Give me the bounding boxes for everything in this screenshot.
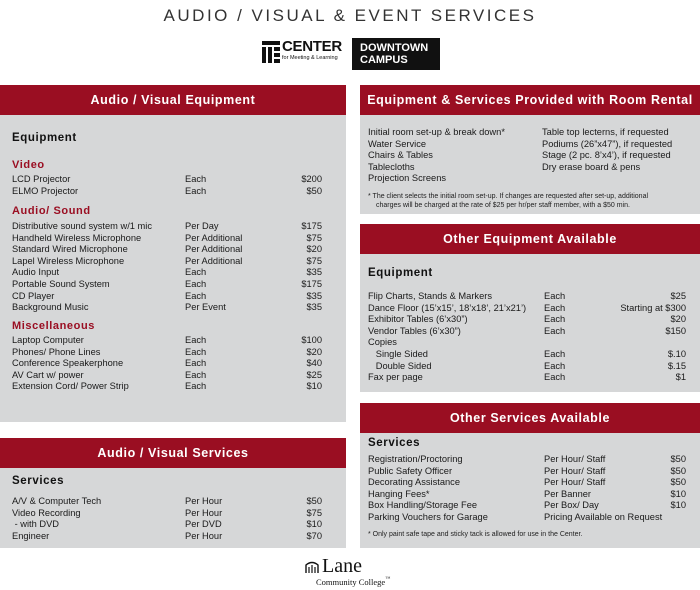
av-equipment-section-title: Equipment [12,132,77,144]
other-services-note: * Only paint safe tape and sticky tack is allowed for use in the Center. [368,531,583,538]
row-price: $70 [306,530,322,541]
row-unit: Per Hour/ Staff [544,465,606,476]
row-unit: Each [544,325,566,336]
row-item: Parking Vouchers for Garage [368,512,488,522]
row-unit: Each [185,369,207,380]
row-item: Copies [368,337,397,348]
table-row [368,453,686,465]
table-row [368,348,686,360]
audio-category: Audio/ Sound [12,205,91,217]
row-item: Fax per page [368,372,423,383]
downtown-logo-line1: DOWNTOWN [360,42,429,54]
row-price: $35 [306,302,322,313]
table-row [368,290,686,302]
row-price: $75 [306,232,322,243]
row-item: Vendor Tables (6’x30”) [368,325,461,336]
table-row [12,530,322,542]
video-category: Video [12,159,45,171]
row-item: Video Recording [12,507,81,518]
row-item: Registration/Proctoring [368,454,463,464]
row-price: $20 [670,314,686,325]
row-item: Handheld Wireless Microphone [12,232,142,243]
row-unit: Per Box/ Day [544,500,599,511]
row-unit: Per Additional [185,255,243,266]
table-row [368,360,686,372]
room-rental-note-line1: * The client selects the initial room set-up. If changes are requested after set-up, additional [368,193,649,200]
room-rental-header: Equipment & Services Provided with Room Rental [360,85,700,115]
list-item: Podiums (26”x47”), if requested [542,138,673,149]
table-row [12,290,322,302]
other-equipment-panel [360,224,700,392]
row-item: Decorating Assistance [368,477,460,488]
row-item: AV Cart w/ power [12,369,84,380]
table-row [12,518,322,530]
other-equipment-section-title: Equipment [368,267,433,279]
row-price: $50 [670,465,686,476]
av-equipment-panel [0,85,346,422]
av-services-panel [0,438,346,548]
row-price: $25 [306,369,322,380]
downtown-campus-logo [352,38,440,70]
row-item: Lapel Wireless Microphone [12,255,125,266]
room-rental-note-line2: charges will be charged at the rate of $25 per hr/per staff member, with a $50 min. [376,202,630,209]
table-row [12,380,322,392]
row-price: $10 [670,500,686,511]
row-item: CD Player [12,290,55,301]
table-row [368,465,686,477]
row-item: Double Sided [368,360,432,371]
table-row [368,325,686,337]
table-row [12,243,322,255]
table-row [12,173,322,185]
row-price: $.15 [667,360,686,371]
lane-logo-mark-icon [304,559,320,575]
row-unit: Each [185,185,207,196]
row-unit: Per Additional [185,232,243,243]
table-row [12,278,322,290]
other-services-panel [360,403,700,548]
row-item: Phones/ Phone Lines [12,346,101,357]
row-item: Standard Wired Microphone [12,244,128,255]
table-row [368,371,686,383]
table-row [12,495,322,507]
row-unit: Per Hour/ Staff [544,477,606,488]
row-unit: Each [544,291,566,301]
table-row [12,357,322,369]
row-unit: Per DVD [185,519,222,530]
row-price: $150 [665,325,686,336]
row-unit: Each [544,349,566,359]
row-item: Extension Cord/ Power Strip [12,381,129,392]
row-unit: Each [544,372,566,383]
row-price: $50 [306,185,322,196]
page-title: AUDIO / VISUAL & EVENT SERVICES [163,6,537,25]
table-row [12,232,322,244]
row-item: A/V & Computer Tech [12,496,102,506]
list-item: Water Service [368,138,427,149]
row-unit: Each [185,279,207,289]
table-row [12,301,322,313]
table-row [368,488,686,500]
row-unit: Each [185,174,207,184]
row-unit: Each [185,290,207,301]
list-item: Projection Screens [368,173,447,184]
lane-logo-tm: ™ [385,577,391,582]
row-item: Audio Input [12,267,60,278]
row-price: Starting at $300 [620,302,686,313]
row-item: LCD Projector [12,174,71,184]
row-unit: Each [544,360,566,371]
av-services-header: Audio / Visual Services [0,438,346,468]
row-unit: Each [185,346,207,357]
row-unit: Each [544,314,566,325]
row-unit: Each [544,302,566,313]
row-price: $20 [306,346,322,357]
table-row [12,369,322,381]
downtown-logo-line2: CAMPUS [360,54,408,66]
row-unit: Per Day [185,221,219,231]
table-row [368,476,686,488]
center-logo-mark-icon [262,41,280,63]
misc-category: Miscellaneous [12,320,95,332]
row-item: Flip Charts, Stands & Markers [368,291,492,301]
table-row [12,334,322,346]
row-price: $50 [670,454,686,464]
row-unit: Each [185,267,207,278]
logo-bar [0,38,700,70]
row-unit: Pricing Available on Request [544,512,663,522]
row-price: $200 [301,174,322,184]
other-equipment-header: Other Equipment Available [360,224,700,254]
table-row [368,499,686,511]
row-unit: Per Banner [544,488,592,499]
row-unit: Per Additional [185,244,243,255]
row-price: $10 [670,488,686,499]
center-logo-name: CENTER [282,38,342,55]
row-unit: Per Hour [185,496,223,506]
row-price: $175 [301,279,322,289]
row-price: $1 [675,372,686,383]
table-row [12,346,322,358]
table-row [12,255,322,267]
center-logo-subtitle: for Meeting & Learning [282,55,338,61]
row-unit: Each [185,381,207,392]
row-item: Background Music [12,302,89,313]
av-services-section-title: Services [12,475,65,487]
row-item: - with DVD [12,519,60,530]
other-services-header: Other Services Available [360,403,700,433]
list-item: Stage (2 pc. 8’x4’), if requested [542,150,671,161]
table-row [368,511,686,523]
room-rental-note [368,192,698,210]
row-unit: Per Hour [185,507,223,518]
row-price: $75 [306,507,322,518]
row-item: Engineer [12,530,50,541]
row-unit: Each [185,358,207,369]
table-row [368,302,686,314]
table-row [368,313,686,325]
row-unit: Per Hour [185,530,223,541]
list-item: Initial room set-up & break down* [368,127,505,137]
row-item: Laptop Computer [12,335,84,345]
row-item: Single Sided [368,349,428,359]
row-item: Dance Floor (15’x15’, 18’x18’, 21’x21’) [368,302,527,313]
row-price: $10 [306,381,322,392]
row-item: Public Safety Officer [368,465,453,476]
lane-logo-subtitle [316,577,390,587]
other-services-section-title: Services [368,437,421,449]
row-unit: Per Hour/ Staff [544,454,606,464]
row-price: $.10 [667,349,686,359]
row-item: Distributive sound system w/1 mic [12,221,153,231]
row-price: $100 [301,335,322,345]
lane-logo-subtitle-text: Community College [316,577,386,587]
row-item: ELMO Projector [12,185,79,196]
row-item: Portable Sound System [12,279,110,289]
row-price: $35 [306,290,322,301]
row-item: Conference Speakerphone [12,358,124,369]
list-item: Dry erase board & pens [542,161,641,172]
row-item: Box Handling/Storage Fee [368,500,478,511]
row-unit: Each [185,335,207,345]
row-price: $40 [306,358,322,369]
row-item: Exhibitor Tables (6’x30”) [368,314,468,325]
row-price: $75 [306,255,322,266]
row-unit: Per Event [185,302,226,313]
row-price: $50 [670,477,686,488]
av-equipment-header: Audio / Visual Equipment [0,85,346,115]
table-row [368,336,686,348]
row-price: $25 [670,291,686,301]
row-price: $50 [306,496,322,506]
table-row [12,220,322,232]
center-logo [262,38,350,70]
lane-logo-name: Lane [322,555,362,577]
row-price: $35 [306,267,322,278]
lane-logo [300,555,400,589]
list-item: Chairs & Tables [368,150,433,161]
row-item: Hanging Fees* [368,488,430,499]
table-row [12,185,322,197]
row-price: $20 [306,244,322,255]
list-item: Table top lecterns, if requested [542,127,669,137]
room-rental-panel [360,85,700,214]
table-row [12,266,322,278]
row-price: $175 [301,221,322,231]
list-item: Tablecloths [368,161,415,172]
row-price: $10 [306,519,322,530]
table-row [12,507,322,519]
